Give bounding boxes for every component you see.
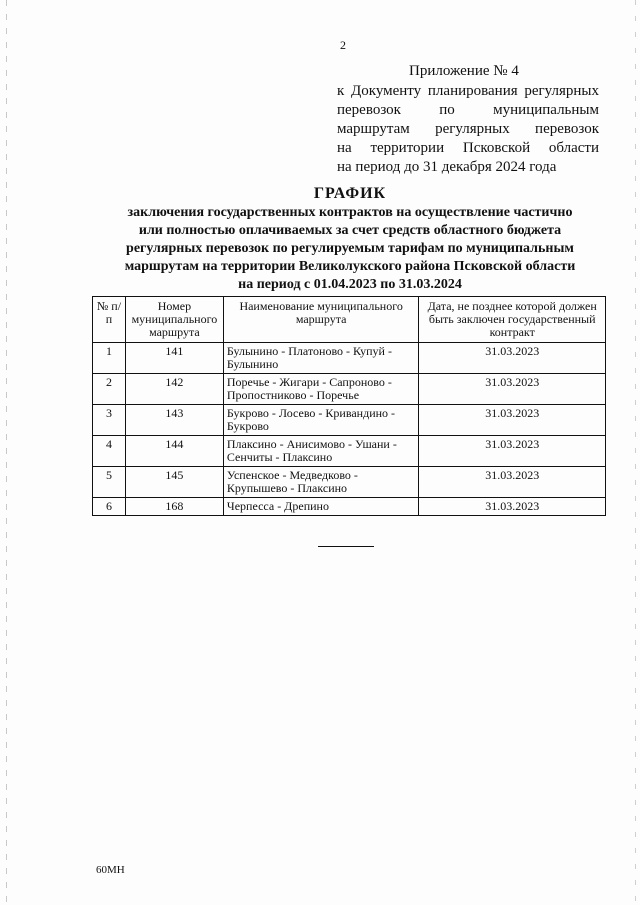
- footer-code: 60МН: [96, 864, 125, 876]
- appendix-line: маршрутам регулярных перевозок: [337, 121, 599, 137]
- header-contract-date: Дата, не позднее которой должен быть заключен государственный контракт: [419, 297, 606, 343]
- appendix-line: на территории Псковской области: [337, 140, 599, 156]
- cell-route-number: 142: [125, 374, 223, 405]
- appendix-line: перевозок по муниципальным: [337, 102, 599, 118]
- cell-route-name: Успенское - Медведково - Крупышево - Плаксино: [223, 467, 419, 498]
- cell-route-number: 143: [125, 405, 223, 436]
- cell-num: 2: [93, 374, 126, 405]
- cell-contract-date: 31.03.2023: [419, 374, 606, 405]
- cell-route-name: Поречье - Жигари - Сапроново - Пропостниково - Поречье: [223, 374, 419, 405]
- heading-subtitle-line: или полностью оплачиваемых за счет средств областного бюджета: [138, 223, 562, 238]
- table-row: [93, 405, 606, 436]
- contracts-schedule-table: [92, 296, 606, 516]
- table-header-row: [93, 297, 606, 343]
- cell-route-number: 144: [125, 436, 223, 467]
- page-number: 2: [340, 38, 346, 52]
- cell-route-name: Булынино - Платоново - Купуй - Булынино: [223, 343, 419, 374]
- table-row: [93, 374, 606, 405]
- end-of-document-rule: [318, 546, 374, 547]
- appendix-line: к Документу планирования регулярных: [337, 83, 599, 99]
- cell-route-name: Букрово - Лосево - Кривандино - Букрово: [223, 405, 419, 436]
- header-route-number: Номер муниципального маршрута: [125, 297, 223, 343]
- heading-subtitle-line: на период с 01.04.2023 по 31.03.2024: [238, 277, 462, 292]
- cell-route-name: Плаксино - Анисимово - Ушани - Сенчиты - Плаксино: [223, 436, 419, 467]
- heading-title: ГРАФИК: [313, 185, 387, 202]
- cell-contract-date: 31.03.2023: [419, 467, 606, 498]
- cell-num: 6: [93, 498, 126, 516]
- table-row: [93, 343, 606, 374]
- header-num: № п/п: [93, 297, 126, 343]
- cell-num: 1: [93, 343, 126, 374]
- appendix-title: Приложение № 4: [409, 63, 519, 79]
- cell-num: 4: [93, 436, 126, 467]
- table-row: [93, 498, 606, 516]
- heading-subtitle-line: маршрутам на территории Великолукского района Псковской области: [124, 259, 576, 274]
- table-row: [93, 467, 606, 498]
- appendix-block: [337, 62, 599, 177]
- cell-route-number: 141: [125, 343, 223, 374]
- document-heading: [90, 184, 610, 294]
- cell-route-number: 168: [125, 498, 223, 516]
- cell-contract-date: 31.03.2023: [419, 498, 606, 516]
- cell-contract-date: 31.03.2023: [419, 343, 606, 374]
- cell-contract-date: 31.03.2023: [419, 405, 606, 436]
- cell-route-name: Черпесса - Дрепино: [223, 498, 419, 516]
- scan-edge-right: [635, 0, 636, 905]
- header-route-name: Наименование муниципального маршрута: [223, 297, 419, 343]
- cell-num: 3: [93, 405, 126, 436]
- cell-contract-date: 31.03.2023: [419, 436, 606, 467]
- cell-num: 5: [93, 467, 126, 498]
- table-row: [93, 436, 606, 467]
- scan-edge-left: [6, 0, 7, 905]
- heading-subtitle-line: регулярных перевозок по регулируемым тарифам по муниципальным: [126, 241, 574, 256]
- appendix-line: на период до 31 декабря 2024 года: [337, 159, 557, 175]
- heading-subtitle-line: заключения государственных контрактов на осуществление частично: [127, 205, 573, 220]
- cell-route-number: 145: [125, 467, 223, 498]
